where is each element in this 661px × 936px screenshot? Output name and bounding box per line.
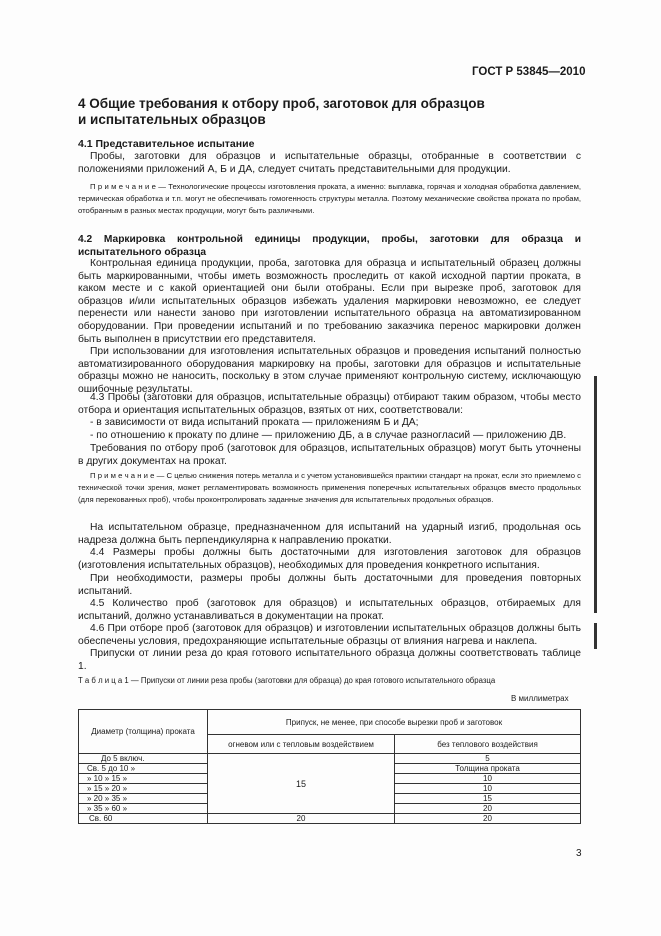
section-title-line1: 4 Общие требования к отбору проб, заготовок для образцов [78,96,485,111]
table-cell: 10 [395,784,581,794]
table-cell: 20 [395,814,581,824]
table-row [79,754,581,764]
table-cell: Толщина проката [395,764,581,774]
table-row [79,814,581,824]
table-cell: До 5 включ. [79,754,208,764]
paragraph-4-2-1: Контрольная единица продукции, проба, заготовка для образца и испытательный образец должны быть маркированными, чтобы иметь возможность проследить от какой исходной партии проката, в каком месте и с какой ориентацией они были отобраны. Если при вырезке проб, заготовок для образцов и/или испытательных образцов избежать удаления маркировки невозможно, ее следует перенести или нанести заново при изготовлении испытательного образца на автоматизированном оборудовании. При проведении испытаний и по требованию заказчика перенос маркировки должен быть выполнен в присутствии его представителя. [78,258,581,345]
paragraph-4-4-2: При необходимости, размеры пробы должны быть достаточными для проведения повторных испытаний. [78,573,581,597]
page-number: 3 [576,848,582,859]
note-4-3: П р и м е ч а н и е — С целью снижения потерь металла и с учетом установившейся практики стандарт на прокат, если это приемлемо с технической точки зрения, может регламентировать возможность применения поперечных испытательных образцов вместо продольных (для перекованных проб), чтобы проконтролировать заданные значения для испытательных продольных образцов. [78,471,581,505]
table-cell: 15 [395,794,581,804]
col-diameter-header: Диаметр (толщина) проката [79,710,208,754]
change-bar [594,623,597,649]
table-cell: 5 [395,754,581,764]
table-cell: » 35 » 60 » [79,804,208,814]
bullet-4-3-2: - по отношению к прокату по длине — приложению ДБ, а в случае разногласий — приложению ДВ. [90,430,567,441]
table-cell: 10 [395,774,581,784]
section-title-line2: и испытательных образцов [78,112,266,127]
col-group-header: Припуск, не менее, при способе вырезки проб и заготовок [208,710,581,735]
paragraph-4-6-2: Припуски от линии реза до края готового испытательного образца должны соответствовать таблице 1. [78,648,581,672]
table-cell: Св. 5 до 10 » [79,764,208,774]
heading-4-1: 4.1 Представительное испытание [78,138,255,150]
paragraph-4-4-1: 4.4 Размеры пробы должны быть достаточными для изготовления заготовок для образцов (изготовления испытательных образцов), необходимых для проведения конкретного испытания. [78,547,581,571]
table-caption: Т а б л и ц а 1 — Припуски от линии реза пробы (заготовки для образца) до края готового испытательного образца [78,676,496,685]
paragraph-4-6-1: 4.6 При отборе проб (заготовок для образцов) и изготовлении испытательных образцов должны быть обеспечены условия, предохраняющие испытательные образцы от влияния нагрева и наклепа. [78,623,581,647]
table-cell: Св. 60 [79,814,208,824]
table-units: В миллиметрах [511,694,569,703]
paragraph-4-5: 4.5 Количество проб (заготовок для образцов) и испытательных образцов, отбираемых для испытаний, должно устанавливаться в документации на прокат. [78,598,581,622]
table-cell: 15 [208,754,395,814]
paragraph-4-2-2: При использовании для изготовления испытательных образцов и проведения испытаний полностью автоматизированного оборудования маркировку на пробы, заготовки для образцов и испытательные образцы можно не наносить, поскольку в этом случае применяют контрольную систему, исключающую ошибочные результаты. [78,346,581,395]
document-header: ГОСТ Р 53845—2010 [472,66,586,78]
table-cell: » 20 » 35 » [79,794,208,804]
table-cell: 20 [208,814,395,824]
paragraph-4-3-1: 4.3 Пробы (заготовки для образцов, испытательные образцы) отбирают таким образом, чтобы место отбора и ориентация испытательных образцов, взятых от них, соответствовали: [78,392,581,416]
change-bar [594,376,597,613]
col-fire-header: огневом или с тепловым воздействием [208,735,395,754]
col-no-heat-header: без теплового воздействия [395,735,581,754]
paragraph-4-3-3: На испытательном образце, предназначенном для испытаний на ударный изгиб, продольная ось надреза должна быть перпендикулярна к направлению прокатки. [78,522,581,546]
heading-4-2: 4.2 Маркировка контрольной единицы продукции, пробы, заготовки для образца и испытательного образца [78,234,581,258]
table-cell: » 15 » 20 » [79,784,208,794]
table-cell: 20 [395,804,581,814]
paragraph-4-1: Пробы, заготовки для образцов и испытательные образцы, отобранные в соответствии с положениями приложений А, Б и ДА, следует считать представительными для продукции. [78,151,581,175]
paragraph-4-3-2: Требования по отбору проб (заготовок для образцов, испытательных образцов) могут быть уточнены в других документах на прокат. [78,443,581,467]
note-4-1: П р и м е ч а н и е — Технологические процессы изготовления проката, а именно: выплавка, горячая и холодная обработка давлением, термическая обработка и т.п. могут не обеспечивать гомогенность структуры металла. Поэтому механические свойства проката по пробам, отобранным в разных местах продукции, могут быть различными. [78,182,581,216]
allowance-table [78,709,581,824]
bullet-4-3-1: - в зависимости от вида испытаний проката — приложениям Б и ДА; [90,417,419,428]
table-cell: » 10 » 15 » [79,774,208,784]
